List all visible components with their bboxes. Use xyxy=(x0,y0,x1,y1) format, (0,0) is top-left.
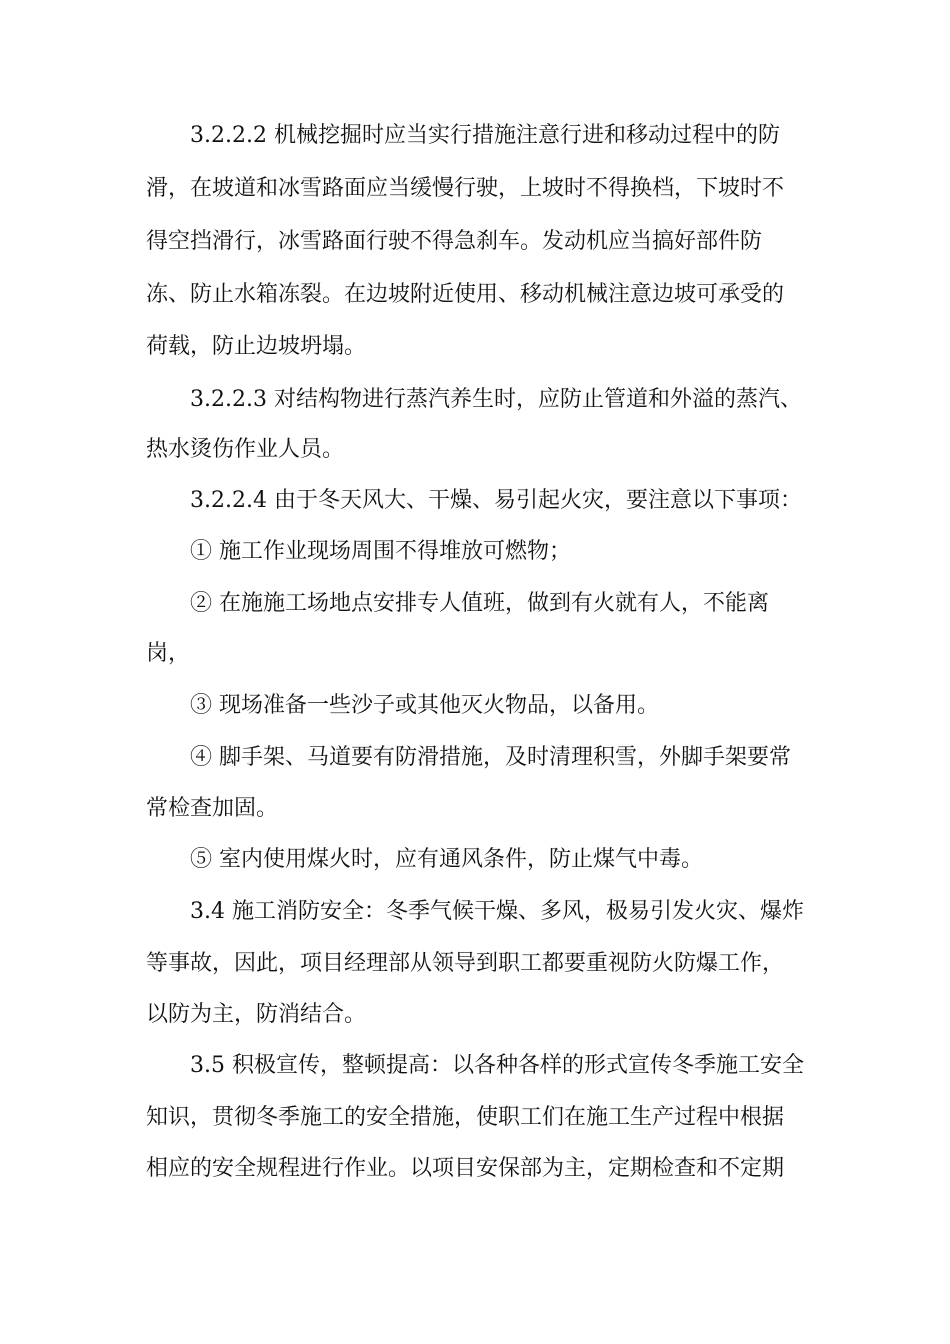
text-line: 滑，在坡道和冰雪路面应当缓慢行驶，上坡时不得换档，下坡时不 xyxy=(146,176,785,201)
text-line: 热水烫伤作业人员。 xyxy=(146,437,345,462)
text-line: 3.4 施工消防安全：冬季气候干燥、多风，极易引发火灾、爆炸 xyxy=(190,899,804,924)
text-line: 常检查加固。 xyxy=(146,796,279,821)
text-line: 得空挡滑行，冰雪路面行驶不得急刹车。发动机应当搞好部件防 xyxy=(146,229,763,254)
text-line: 3.2.2.4 由于冬天风大、干燥、易引起火灾，要注意以下事项： xyxy=(190,488,802,513)
text-line: 冻、防止水箱冻裂。在边坡附近使用、移动机械注意边坡可承受的 xyxy=(146,282,785,307)
list-item: ② 在施施工场地点安排专人值班，做到有火就有人，不能离 xyxy=(190,591,769,616)
text-line: 相应的安全规程进行作业。以项目安保部为主，定期检查和不定期 xyxy=(146,1156,785,1181)
text-line: 3.2.2.3 对结构物进行蒸汽养生时，应防止管道和外溢的蒸汽、 xyxy=(190,387,802,412)
list-item: ③ 现场准备一些沙子或其他灭火物品，以备用。 xyxy=(190,693,659,718)
text-line: 岗， xyxy=(146,641,191,666)
text-line: 3.2.2.2 机械挖掘时应当实行措施注意行进和移动过程中的防 xyxy=(190,123,780,148)
text-line: 知识，贯彻冬季施工的安全措施，使职工们在施工生产过程中根据 xyxy=(146,1105,785,1130)
text-line: 荷载，防止边坡坍塌。 xyxy=(146,334,367,359)
text-line: 以防为主，防消结合。 xyxy=(146,1002,367,1027)
list-item: ④ 脚手架、马道要有防滑措施，及时清理积雪，外脚手架要常 xyxy=(190,745,791,770)
list-item: ① 施工作业现场周围不得堆放可燃物； xyxy=(190,539,571,564)
text-line: 等事故，因此，项目经理部从领导到职工都要重视防火防爆工作， xyxy=(146,951,785,976)
list-item: ⑤ 室内使用煤火时，应有通风条件，防止煤气中毒。 xyxy=(190,847,703,872)
text-line: 3.5 积极宣传，整顿提高：以各种各样的形式宣传冬季施工安全 xyxy=(190,1053,804,1078)
